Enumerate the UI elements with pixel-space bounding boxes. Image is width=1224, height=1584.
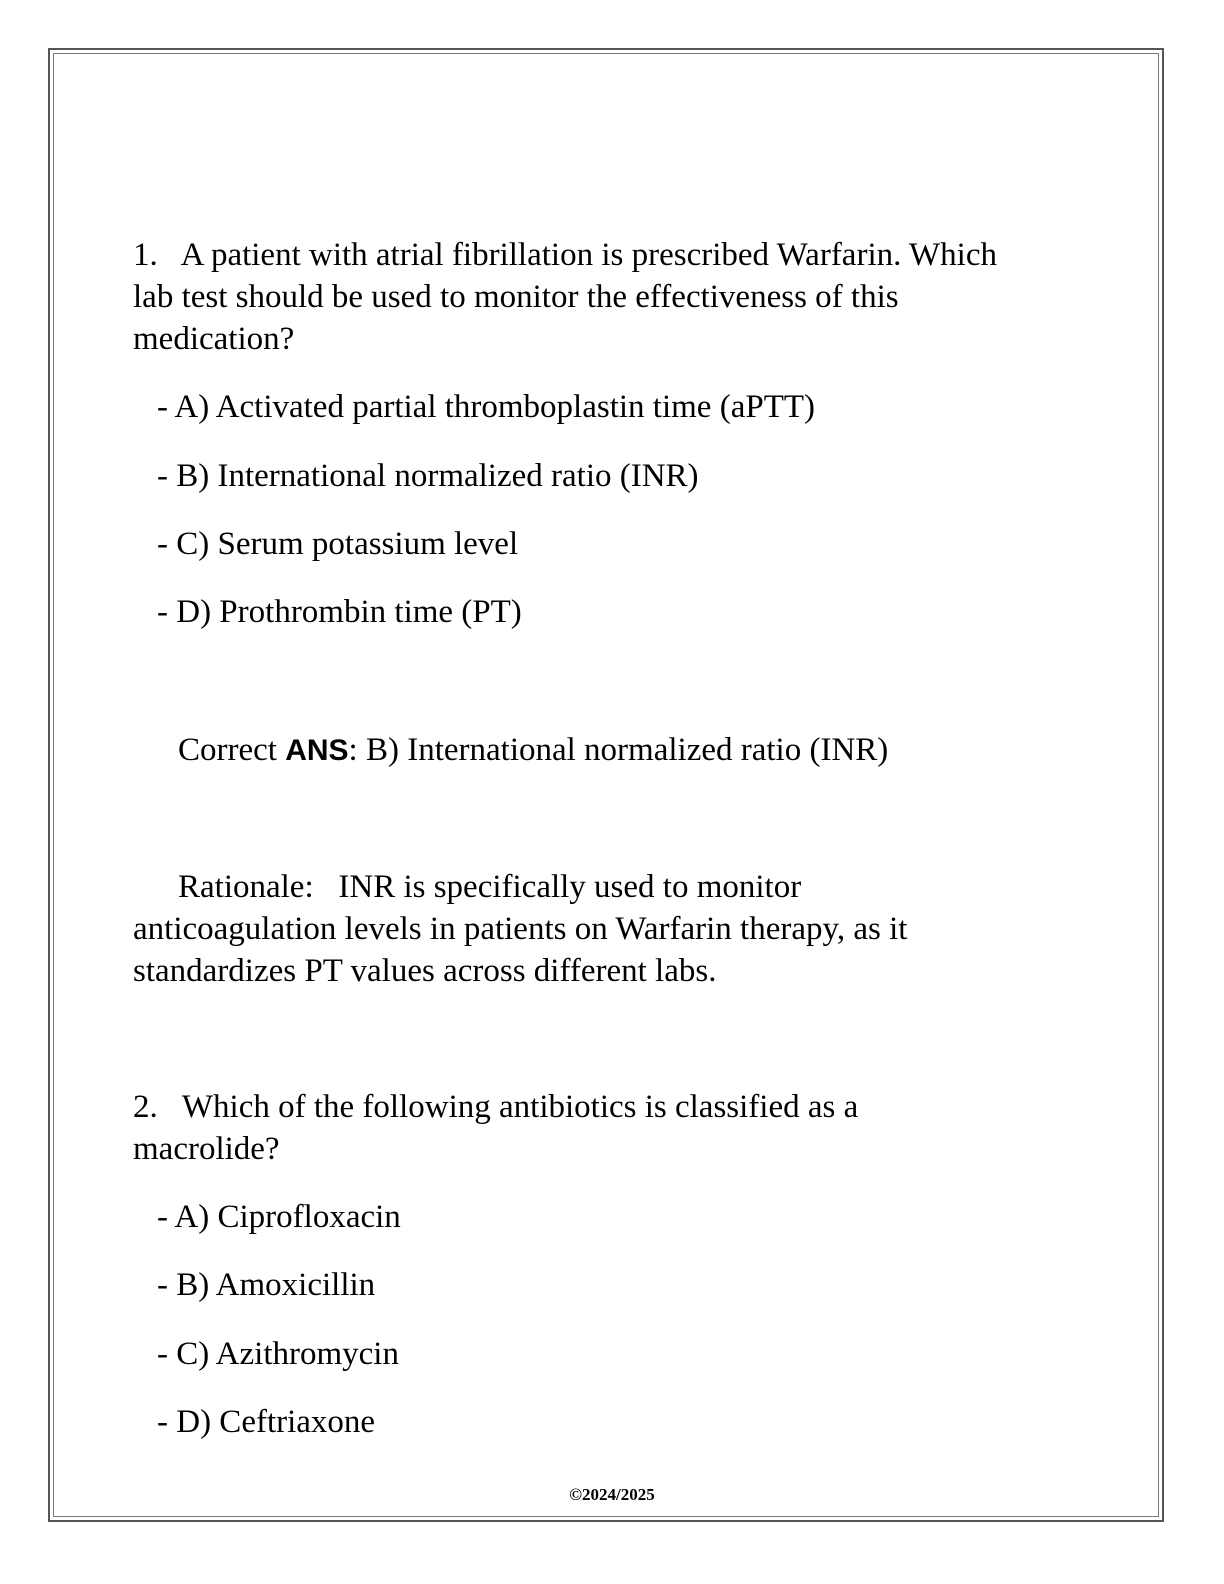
question-1-correct-answer: [178, 729, 888, 772]
copyright-footer: ©2024/2025: [569, 1485, 655, 1504]
question-1-stem-line-3: medication?: [133, 321, 295, 357]
question-1-option-d: - D) Prothrombin time (PT): [157, 594, 522, 630]
question-2-option-b: - B) Amoxicillin: [157, 1267, 376, 1303]
answer-label: ANS: [285, 734, 349, 767]
question-1-option-a: - A) Activated partial thromboplastin time (aPTT): [157, 389, 816, 425]
question-1-stem-line-2: lab test should be used to monitor the effectiveness of this: [133, 279, 899, 315]
question-2-option-d: - D) Ceftriaxone: [157, 1404, 376, 1440]
question-2-stem-line-2: macrolide?: [133, 1131, 280, 1167]
question-1-rationale-line-3: standardizes PT values across different labs.: [133, 953, 717, 989]
question-1-rationale-line-1: Rationale: INR is specifically used to monitor: [178, 869, 802, 905]
question-2-option-c: - C) Azithromycin: [157, 1336, 399, 1372]
answer-text: : B) International normalized ratio (INR): [348, 732, 889, 768]
question-1-rationale-line-2: anticoagulation levels in patients on Warfarin therapy, as it: [133, 911, 908, 947]
question-1-stem-line-1: 1. A patient with atrial fibrillation is prescribed Warfarin. Which: [133, 237, 997, 273]
question-1-option-b: - B) International normalized ratio (INR): [157, 458, 699, 494]
answer-prefix: Correct: [178, 732, 286, 768]
question-2-stem-line-1: 2. Which of the following antibiotics is classified as a: [133, 1089, 859, 1125]
question-2-option-a: - A) Ciprofloxacin: [157, 1199, 401, 1235]
question-1-option-c: - C) Serum potassium level: [157, 526, 519, 562]
